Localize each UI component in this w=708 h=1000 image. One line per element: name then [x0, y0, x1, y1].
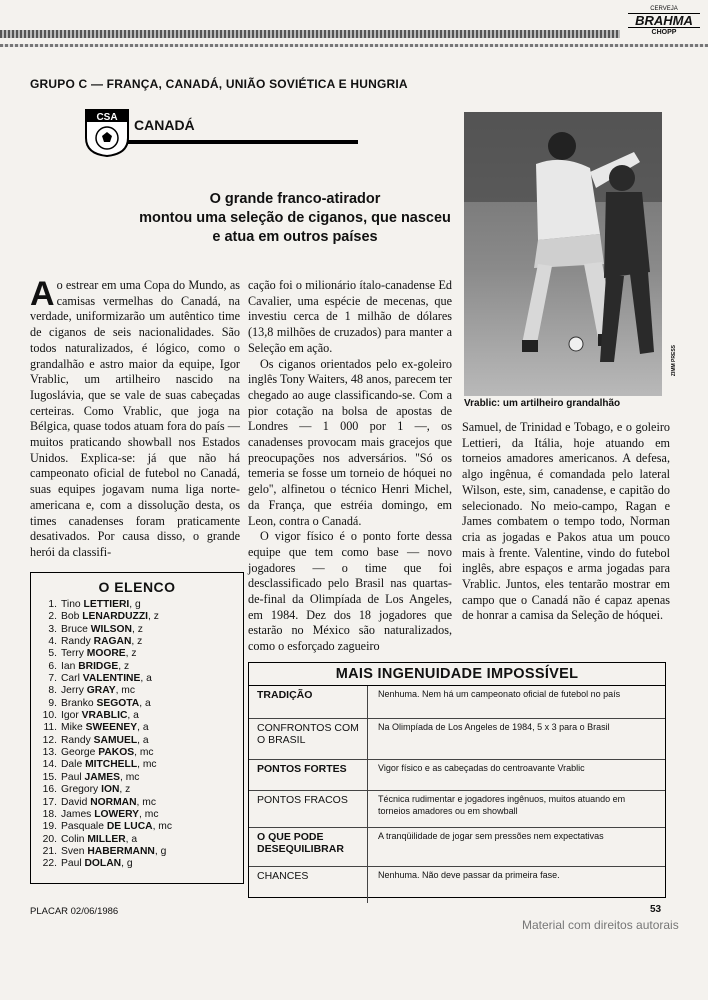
footer-issue: PLACAR 02/06/1986 [30, 906, 119, 917]
player-position: , a [125, 833, 138, 845]
player-first-name: Tino [61, 599, 81, 610]
player-position: , a [137, 734, 149, 746]
player-number: 14. [42, 759, 57, 771]
player-first-name: Sven [61, 845, 85, 857]
player-position: , z [131, 623, 143, 635]
player-last-name: NORMAN [90, 796, 137, 808]
player-first-name: Carl [61, 673, 80, 685]
player-first-name: Bruce [61, 623, 88, 635]
player-last-name: LOWERY [94, 808, 140, 820]
summary-row [249, 791, 665, 828]
headline: O grande franco-atirador montou uma seleção de ciganos, que nasceu e atua em outros países [139, 191, 451, 245]
summary-row-value: A tranqüilidade de jogar sem pressões nem expectativas [378, 831, 604, 841]
squad-player [31, 858, 243, 870]
squad-player [31, 624, 243, 636]
summary-row-label: PONTOS FRACOS [249, 791, 368, 827]
player-position: , g [129, 599, 141, 610]
squad-player [31, 797, 243, 809]
summary-row [249, 686, 665, 719]
squad-player [31, 809, 243, 821]
summary-row-value: Nenhuma. Não deve passar da primeira fase. [378, 870, 560, 880]
summary-row-label: CHANCES [249, 867, 368, 903]
summary-row [249, 867, 665, 903]
player-first-name: Gregory [61, 784, 99, 796]
player-number: 7. [48, 673, 57, 685]
player-position: , g [154, 845, 167, 857]
player-first-name: James [61, 808, 92, 820]
player-first-name: Paul [61, 858, 82, 870]
player-position: , a [127, 710, 139, 722]
player-last-name: ION [101, 784, 120, 796]
squad-player [31, 636, 243, 648]
photo-credit: ZIMM PRESS [671, 345, 677, 377]
player-first-name: Mike [61, 722, 83, 734]
player-position: , g [121, 858, 133, 870]
player-position: , mc [152, 821, 173, 833]
squad-player [31, 648, 243, 660]
player-position: , mc [137, 759, 157, 771]
player-first-name: Bob [61, 611, 80, 623]
squad-player [31, 611, 243, 623]
summary-row [249, 719, 665, 760]
squad-player [31, 661, 243, 673]
squad-title: O ELENCO [98, 579, 176, 595]
summary-row-label: PONTOS FORTES [249, 760, 368, 790]
summary-row-label: O QUE PODE DESEQUILIBRAR [249, 828, 368, 866]
summary-row-value: Vigor físico e as cabeçadas do centroavante Vrablic [378, 763, 585, 773]
player-position: , a [137, 722, 149, 734]
player-last-name: LETTIERI [83, 599, 130, 610]
player-position: , a [140, 673, 152, 685]
photo-caption: Vrablic: um artilheiro grandalhão [464, 398, 621, 409]
player-number: 3. [48, 623, 57, 635]
player-position: , z [119, 784, 131, 796]
copyright-watermark: Material com direitos autorais [522, 918, 679, 932]
player-number: 4. [48, 636, 57, 648]
top-rule [0, 30, 620, 38]
squad-player [31, 846, 243, 858]
player-position: , mc [119, 771, 140, 783]
player-last-name: BRIDGE [78, 660, 119, 672]
player-last-name: DOLAN [84, 858, 122, 870]
player-first-name: David [61, 796, 88, 808]
player-last-name: SWEENEY [85, 722, 138, 734]
page-number: 53 [650, 904, 662, 915]
player-photo [464, 112, 662, 396]
article-column-3 [462, 420, 670, 624]
squad-player [31, 685, 243, 697]
player-last-name: WILSON [90, 623, 132, 635]
player-last-name: MITCHELL [85, 759, 138, 771]
player-last-name: VRABLIC [81, 710, 128, 722]
player-number: 13. [42, 747, 57, 759]
article-paragraph: O vigor físico é o ponto forte dessa equipe que tem como base — novo jogadores — o time que foi desclassificado pelo Brasil nas quartas-de-final da Olimpíada de Los Angeles, em 1984. Dez dos 18 jogadores que estarão no México são naturalizados, como o esforçado zagueiro [248, 529, 452, 654]
drop-cap: A [30, 275, 55, 313]
player-photo-illustration [464, 112, 662, 396]
player-position: , z [147, 611, 159, 623]
summary-table-title: MAIS INGENUIDADE IMPOSSÍVEL [249, 663, 665, 686]
player-number: 10. [42, 710, 57, 722]
squad-player [31, 759, 243, 771]
squad-player [31, 784, 243, 796]
player-last-name: SEGOTA [96, 697, 140, 709]
player-position: , mc [115, 685, 136, 697]
article-paragraph: Samuel, de Trinidad e Tobago, e o goleiro Lettieri, da Itália, hoje atuando em torneios amadores americanos. A defesa, algo ingênua, é comandada pelo lateral Wilson, este, sim, canadense, e capitão do selecionado. No meio-campo, Ragan e James combatem o tempo todo, Norman cria as jogadas e Pakos atua um pouco mais à frente. Valentine, vindo do futebol inglês, abre espaços e arma jogadas para Vrablic. Juntos, eles tentarão mostrar em campo que o Canadá não é capaz apenas de honrar a camisa da Seleção de hóquei. [462, 420, 670, 623]
player-last-name: MOORE [86, 648, 126, 660]
player-number: 19. [42, 821, 57, 833]
summary-row-label: CONFRONTOS COM O BRASIL [249, 719, 368, 759]
summary-row [249, 760, 665, 791]
group-heading: GRUPO C — FRANÇA, CANADÁ, UNIÃO SOVIÉTICA E HUNGRIA [30, 77, 408, 91]
player-last-name: LENARDUZZI [82, 611, 148, 623]
player-number: 21. [42, 845, 57, 857]
player-last-name: GRAY [86, 685, 116, 697]
player-first-name: Dale [61, 759, 83, 771]
squad-player [31, 673, 243, 685]
squad-player [31, 599, 243, 611]
player-last-name: JAMES [84, 771, 120, 783]
article-column-2 [248, 278, 452, 655]
player-number: 17. [42, 796, 57, 808]
summary-row-value: Na Olimpíada de Los Angeles de 1984, 5 x 3 para o Brasil [378, 722, 610, 732]
player-number: 15. [42, 771, 57, 783]
player-position: , mc [134, 747, 154, 759]
player-number: 8. [48, 685, 57, 697]
country-title: CANADÁ [134, 117, 195, 133]
player-last-name: HABERMANN [87, 845, 155, 857]
squad-player [31, 698, 243, 710]
brahma-logo: CERVEJA BRAHMA CHOPP [628, 6, 700, 42]
player-first-name: George [61, 747, 96, 759]
csa-badge-text: CSA [96, 112, 118, 123]
player-last-name: MILLER [87, 833, 126, 845]
player-position: , mc [136, 796, 156, 808]
player-number: 11. [43, 722, 57, 734]
summary-row-value: Nenhuma. Nem há um campeonato oficial de futebol no país [378, 689, 621, 699]
player-first-name: Randy [61, 734, 91, 746]
player-first-name: Randy [61, 636, 91, 648]
player-first-name: Paul [61, 771, 82, 783]
article-paragraph: Os ciganos orientados pelo ex-goleiro inglês Tony Waiters, 48 anos, parecem ter chegado ao auge classificando-se. Com a pior cotação na bolsa de apostas de Londres — 1 000 por 1 —, os canadenses provocam mais gracejos que preocupações nos adversários. ''Só os temeria se fosse um torneio de hóquei no gelo'', alfinetou o técnico Henri Michel, da França, que estréia domingo, em Leon, contra o Canadá. [248, 356, 452, 528]
summary-table [248, 662, 666, 898]
player-first-name: Igor [61, 710, 79, 722]
squad-list [31, 599, 243, 871]
squad-player [31, 722, 243, 734]
csa-badge-icon [84, 108, 130, 158]
player-number: 16. [42, 784, 57, 796]
player-first-name: Colin [61, 833, 85, 845]
squad-player [31, 821, 243, 833]
squad-player [31, 735, 243, 747]
player-number: 2. [48, 611, 57, 623]
squad-player [31, 710, 243, 722]
squad-player [31, 834, 243, 846]
article-column-1 [30, 275, 240, 561]
player-first-name: Ian [61, 660, 76, 672]
player-position: , mc [139, 808, 159, 820]
player-position: , z [125, 648, 137, 660]
player-first-name: Terry [61, 648, 84, 660]
player-number: 12. [42, 734, 57, 746]
player-number: 5. [48, 648, 57, 660]
squad-player [31, 772, 243, 784]
player-position: , z [118, 660, 130, 672]
top-rule-secondary [0, 44, 708, 47]
player-first-name: Jerry [61, 685, 84, 697]
player-number: 18. [42, 808, 57, 820]
squad-box [30, 572, 244, 884]
summary-row-label: TRADIÇÃO [249, 686, 368, 718]
player-position: , a [139, 697, 151, 709]
summary-row-value: Técnica rudimentar e jogadores ingênuos, muitos atuando em torneios amadores ou em showball [378, 794, 626, 816]
player-last-name: VALENTINE [82, 673, 141, 685]
player-first-name: Branko [61, 697, 94, 709]
player-number: 6. [48, 660, 57, 672]
player-number: 20. [42, 833, 57, 845]
summary-row [249, 828, 665, 867]
player-first-name: Pasquale [61, 821, 104, 833]
player-last-name: SAMUEL [93, 734, 138, 746]
player-number: 1. [48, 599, 57, 610]
player-last-name: DE LUCA [106, 821, 153, 833]
player-position: , z [131, 636, 143, 648]
article-paragraph: cação foi o milionário ítalo-canadense Ed Cavalier, uma espécie de mecenas, que investiu cerca de 1 milhão de dólares (13,8 milhões de cruzados) para manter a Seleção em ação. [248, 278, 452, 355]
player-number: 9. [48, 697, 57, 709]
squad-player [31, 747, 243, 759]
player-last-name: PAKOS [98, 747, 135, 759]
player-last-name: RAGAN [93, 636, 132, 648]
article-paragraph: o estrear em uma Copa do Mundo, as camisas vermelhas do Canadá, na verdade, uniformizarão um autêntico time de ciganos de seis nacionalidades. São todos naturalizados, é lógico, como o grandalhão e astro maior da equipe, Igor Vrablic, um artilheiro nascido na Iugoslávia, que se vale de suas cabeçadas certeiras. Como Vrablic, que joga na Bélgica, quase todos atuam fora do país — muitos praticando showball nos Estados Unidos. Explica-se: já que não há campeonato oficial de futebol no Canadá, suas equipes jogavam numa liga norte-americana e, com a dissolução desta, os times canadenses foram praticamente desativados. Por causa disso, o grande herói da classifi- [30, 278, 240, 559]
summary-table-body [249, 686, 665, 903]
player-number: 22. [42, 858, 57, 870]
